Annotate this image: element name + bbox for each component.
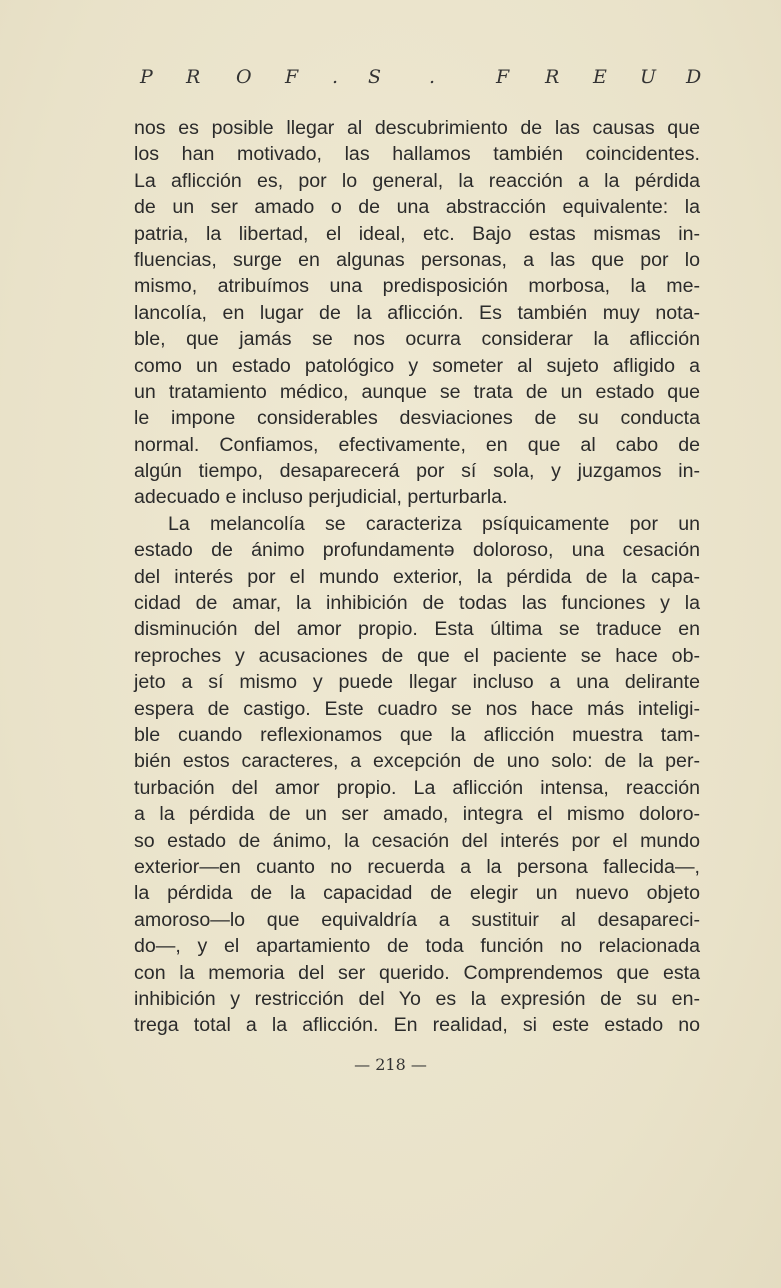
text-line: do—, y el apartamiento de toda función no relacionada — [134, 935, 700, 958]
text-line: patria, la libertad, el ideal, etc. Bajo estas mismas in- — [134, 222, 700, 245]
running-head-letter: S — [368, 66, 382, 88]
text-line: La melancolía se caracteriza psíquicamente por un — [168, 512, 700, 535]
running-head-letter: R — [545, 66, 560, 88]
text-line: ble cuando reflexionamos que la aflicción muestra tam- — [134, 723, 700, 746]
text-line: nos es posible llegar al descubrimiento de las causas que — [134, 117, 700, 139]
text-line: inhibición y restricción del Yo es la expresión de su en- — [134, 987, 700, 1010]
running-head-letter: O — [236, 66, 252, 88]
running-head-letter: P — [140, 66, 153, 88]
text-line: con la memoria del ser querido. Comprendemos que esta — [134, 961, 700, 984]
text-line: mismo, atribuímos una predisposición morbosa, la me- — [134, 275, 700, 298]
text-line: estado de ánimo profundamentə doloroso, una cesación — [134, 539, 700, 562]
text-line: como un estado patológico y someter al sujeto afligido a — [134, 354, 700, 377]
text-line: normal. Confiamos, efectivamente, en que al cabo de — [134, 433, 700, 456]
text-line: exterior—en cuanto no recuerda a la persona fallecida—, — [134, 855, 700, 878]
text-line: bién estos caracteres, a excepción de uno solo: de la per- — [134, 750, 700, 773]
text-line: cidad de amar, la inhibición de todas las funciones y la — [134, 592, 700, 615]
page-number: — 218 — — [354, 1055, 427, 1074]
text-line: la pérdida de la capacidad de elegir un nuevo objeto — [134, 882, 700, 905]
running-head-letter: F — [496, 66, 510, 88]
text-line: disminución del amor propio. Esta última se traduce en — [134, 618, 700, 641]
text-line: trega total a la aflicción. En realidad, si este estado no — [134, 1014, 700, 1037]
text-line: de un ser amado o de una abstracción equivalente: la — [134, 196, 700, 219]
text-line: so estado de ánimo, la cesación del interés por el mundo — [134, 829, 700, 852]
text-line: reproches y acusaciones de que el paciente se hace ob- — [134, 644, 700, 667]
text-line: del interés por el mundo exterior, la pérdida de la capa- — [134, 565, 700, 588]
text-line: jeto a sí mismo y puede llegar incluso a una delirante — [134, 671, 700, 694]
text-line: un tratamiento médico, aunque se trata de un estado que — [134, 380, 700, 403]
running-head-letter: . — [332, 66, 339, 88]
running-head-letter: D — [686, 66, 702, 88]
text-line: le impone considerables desviaciones de su conducta — [134, 407, 700, 430]
text-line: ble, que jamás se nos ocurra considerar la aflicción — [134, 328, 700, 351]
text-line: algún tiempo, desaparecerá por sí sola, y juzgamos in- — [134, 460, 700, 483]
text-line: amoroso—lo que equivaldría a sustituir al desapareci- — [134, 908, 700, 931]
text-line: La aflicción es, por lo general, la reacción a la pérdida — [134, 169, 700, 192]
text-line: fluencias, surge en algunas personas, a las que por lo — [134, 248, 700, 271]
running-head-letter: U — [640, 66, 657, 88]
text-line: lancolía, en lugar de la aflicción. Es también muy nota- — [134, 301, 700, 324]
body-text — [134, 115, 700, 1039]
text-line: los han motivado, las hallamos también coincidentes. — [134, 143, 700, 166]
text-line: espera de castigo. Este cuadro se nos hace más inteligi- — [134, 697, 700, 720]
running-head-letter: E — [593, 66, 607, 88]
running-head-letter: . — [429, 66, 436, 88]
running-head-letter: R — [186, 66, 201, 88]
text-line: a la pérdida de un ser amado, integra el mismo doloro- — [134, 803, 700, 826]
text-line: adecuado e incluso perjudicial, perturbarla. — [134, 486, 508, 509]
running-head-letter: F — [285, 66, 299, 88]
running-head — [140, 66, 702, 96]
text-line: turbación del amor propio. La aflicción intensa, reacción — [134, 776, 700, 799]
